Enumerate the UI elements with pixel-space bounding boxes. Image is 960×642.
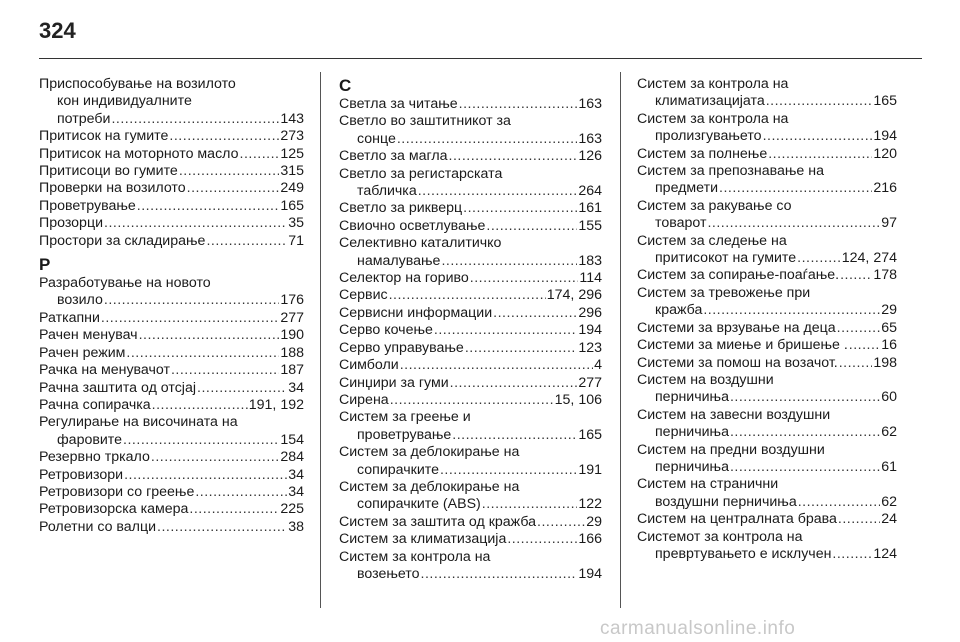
page-reference: 194 xyxy=(578,322,602,339)
entry-text: Селективно каталитичко xyxy=(339,235,502,252)
index-entry xyxy=(339,375,602,392)
page-reference: 187 xyxy=(280,362,304,379)
entry-text: Регулирање на височината на xyxy=(39,414,238,431)
entry-text: табличка xyxy=(357,183,417,200)
dot-leader xyxy=(189,501,279,518)
page-reference: 62 xyxy=(881,493,897,510)
page-reference: 4 xyxy=(594,357,602,374)
page-reference: 264 xyxy=(578,183,602,200)
index-entry xyxy=(39,198,304,215)
entry-text: Систем за заштита од кражба xyxy=(339,513,537,530)
index-entry xyxy=(637,320,897,337)
dot-leader xyxy=(124,467,287,484)
index-entry xyxy=(637,146,897,163)
dot-leader xyxy=(768,146,872,163)
index-entry xyxy=(339,549,602,584)
dot-leader xyxy=(452,427,577,444)
entry-text: Систем на завесни воздушни xyxy=(637,406,831,423)
index-entry xyxy=(39,449,304,466)
entry-text: Раткапни xyxy=(39,309,100,326)
entry-text: Светло за регистарската xyxy=(339,165,503,182)
entry-text: Сирена xyxy=(339,391,389,408)
page-reference: 273 xyxy=(280,128,304,145)
index-entry xyxy=(39,163,304,180)
page-reference: 216 xyxy=(873,180,897,197)
entry-text: Систем на странични xyxy=(637,476,779,493)
dot-leader xyxy=(832,546,872,563)
entry-text: Рачен режим xyxy=(39,344,126,361)
entry-text: Системот за контрола на xyxy=(637,528,803,545)
index-entry xyxy=(637,76,897,111)
entry-text: намалување xyxy=(357,252,441,269)
entry-text: предмети xyxy=(655,180,719,197)
entry-text: Систем на централната брава xyxy=(637,511,837,528)
entry-text: Прозорци xyxy=(39,215,103,232)
entry-text: Системи за врзување на деца xyxy=(637,319,836,336)
entry-text: Свиочно осветлување xyxy=(339,217,486,234)
dot-leader xyxy=(507,531,577,548)
entry-text: Притисок на гумите xyxy=(39,128,169,145)
index-entry xyxy=(39,146,304,163)
page-reference: 71 xyxy=(288,232,304,249)
page-reference: 225 xyxy=(280,501,304,518)
index-entry xyxy=(339,235,602,270)
page-reference: 126 xyxy=(578,148,602,165)
dot-leader xyxy=(763,128,873,145)
page-reference: 165 xyxy=(280,197,304,214)
dot-leader xyxy=(389,287,546,304)
page-reference: 165 xyxy=(873,93,897,110)
entry-text: перничиња xyxy=(655,458,729,475)
index-entry xyxy=(39,76,304,128)
dot-leader xyxy=(137,198,280,215)
page-reference: 163 xyxy=(578,130,602,147)
page-reference: 315 xyxy=(280,163,304,180)
section-letter: С xyxy=(339,76,352,95)
dot-leader xyxy=(440,462,577,479)
entry-text: Синџири за гуми xyxy=(339,374,449,391)
dot-leader xyxy=(390,392,554,409)
entry-text: Систем за контрола на xyxy=(637,76,789,92)
page-reference: 34 xyxy=(288,483,304,500)
dot-leader xyxy=(179,163,280,180)
page-reference: 161 xyxy=(578,200,602,217)
dot-leader xyxy=(152,397,248,414)
dot-leader xyxy=(849,337,880,354)
dot-leader xyxy=(837,320,881,337)
entry-text: Светло во заштитникот за xyxy=(339,113,511,130)
dot-leader xyxy=(187,180,280,197)
page-reference: 15, 106 xyxy=(554,391,602,408)
entry-text: Систем за деблокирање на xyxy=(339,444,520,461)
entry-text: воздушни перничиња xyxy=(655,493,797,510)
entry-text: сонце xyxy=(357,130,396,147)
index-entry xyxy=(637,372,897,407)
dot-leader xyxy=(157,519,287,536)
index-entry xyxy=(339,218,602,235)
page-reference: 120 xyxy=(873,145,897,162)
page-reference: 190 xyxy=(280,327,304,344)
page-reference: 125 xyxy=(280,145,304,162)
index-column-1 xyxy=(39,76,304,536)
page-reference: 34 xyxy=(288,379,304,396)
entry-text: Серво управување xyxy=(339,339,464,356)
index-entry xyxy=(339,287,602,304)
index-entry xyxy=(339,392,602,409)
dot-leader xyxy=(139,327,280,344)
entry-text: Резервно тркало xyxy=(39,449,150,466)
index-entry xyxy=(637,111,897,146)
dot-leader xyxy=(493,305,577,322)
entry-text: Рачка на менувачот xyxy=(39,362,170,379)
entry-text: Систем за контрола на xyxy=(637,110,789,127)
entry-text: Светло за рикверц xyxy=(339,200,463,217)
entry-text: Проверки на возилото xyxy=(39,180,186,197)
dot-leader xyxy=(171,362,279,379)
entry-text: Систем за контрола на xyxy=(339,548,491,565)
page-reference: 155 xyxy=(578,217,602,234)
header-rule xyxy=(39,58,922,59)
entry-text: Сервис xyxy=(339,287,388,304)
dot-leader xyxy=(482,496,578,513)
index-entry xyxy=(339,148,602,165)
entry-text: пролизгувањето xyxy=(655,128,762,145)
index-entry xyxy=(637,267,897,284)
page-reference: 61 xyxy=(881,458,897,475)
page-reference: 38 xyxy=(288,518,304,535)
index-entry xyxy=(39,233,304,250)
page-reference: 123 xyxy=(578,339,602,356)
entry-text: Ретровизорска камера xyxy=(39,501,189,518)
index-entry xyxy=(39,362,304,379)
dot-leader xyxy=(798,494,881,511)
index-entry xyxy=(39,275,304,310)
index-entry xyxy=(39,310,304,327)
entry-text: Рачна заштита од отсјај xyxy=(39,379,197,396)
page-reference: 174, 296 xyxy=(546,287,602,304)
entry-text: Систем за ракување со xyxy=(637,197,792,214)
dot-leader xyxy=(838,511,880,528)
index-entry xyxy=(637,163,897,198)
index-entry xyxy=(637,198,897,233)
page-reference: 29 xyxy=(586,513,602,530)
dot-leader xyxy=(766,93,873,110)
index-entry xyxy=(39,484,304,501)
dot-leader xyxy=(719,180,872,197)
index-entry xyxy=(339,531,602,548)
index-entry xyxy=(39,180,304,197)
entry-text: Систем за деблокирање на xyxy=(339,478,520,495)
entry-text: Разработување на новото xyxy=(39,275,211,292)
index-entry xyxy=(637,285,897,320)
index-entry xyxy=(39,128,304,145)
dot-leader xyxy=(151,449,279,466)
entry-text: перничиња xyxy=(655,389,729,406)
entry-text: потреби xyxy=(57,110,111,127)
index-entry xyxy=(339,514,602,531)
index-entry xyxy=(637,407,897,442)
dot-leader xyxy=(703,302,880,319)
dot-leader xyxy=(470,270,579,287)
page-reference: 176 xyxy=(280,292,304,309)
page-reference: 178 xyxy=(873,267,897,284)
watermark: carmanualsonline.info xyxy=(600,618,796,639)
page-reference: 191 xyxy=(578,461,602,478)
page-reference: 284 xyxy=(280,449,304,466)
section-letter: Р xyxy=(39,255,51,275)
dot-leader xyxy=(197,380,287,397)
entry-text: товарот xyxy=(655,215,707,232)
index-entry xyxy=(637,511,897,528)
entry-text: фаровите xyxy=(57,431,123,448)
page-reference: 194 xyxy=(873,128,897,145)
entry-text: Систем за препознавање на xyxy=(637,163,824,180)
index-entry xyxy=(339,200,602,217)
entry-text: климатизацијата xyxy=(655,93,765,110)
dot-leader xyxy=(240,146,280,163)
page-reference: 183 xyxy=(578,252,602,269)
entry-text: кражба xyxy=(655,302,703,319)
dot-leader xyxy=(434,322,577,339)
dot-leader xyxy=(111,111,279,128)
page-reference: 143 xyxy=(280,110,304,127)
entry-text: Систем за сопирање-поаѓање. xyxy=(637,267,840,284)
page-reference: 24 xyxy=(881,511,897,528)
dot-leader xyxy=(537,514,585,531)
entry-text: Систем за следење на xyxy=(637,232,787,249)
page-number: 324 xyxy=(39,18,76,43)
page-reference: 163 xyxy=(578,96,602,112)
index-entry xyxy=(39,501,304,518)
page-reference: 165 xyxy=(578,426,602,443)
index-entry xyxy=(339,357,602,374)
entry-text: превртувањето е исклучен xyxy=(655,545,832,562)
entry-text: Систем за полнење xyxy=(637,145,768,162)
page-reference: 16 xyxy=(881,337,897,354)
index-entry xyxy=(39,397,304,414)
page-reference: 62 xyxy=(881,424,897,441)
entry-text: перничиња xyxy=(655,424,729,441)
index-entry xyxy=(637,476,897,511)
entry-text: проветрување xyxy=(357,426,452,443)
dot-leader xyxy=(101,310,279,327)
column-separator xyxy=(320,72,321,608)
index-entry xyxy=(637,355,897,372)
page-reference: 166 xyxy=(578,531,602,548)
entry-text: Рачна сопирачка xyxy=(39,396,151,413)
index-entry xyxy=(637,529,897,564)
entry-text: сопирачките (ABS) xyxy=(357,496,481,513)
index-entry xyxy=(637,233,897,268)
index-entry xyxy=(339,444,602,479)
page-reference: 124 xyxy=(873,545,897,562)
page-reference: 97 xyxy=(881,215,897,232)
index-entry xyxy=(339,270,602,287)
page-reference: 114 xyxy=(579,270,602,287)
entry-text: Системи за помош на возачот. xyxy=(637,354,838,371)
entry-text: Систем за тревожење при xyxy=(637,284,811,301)
entry-text: притисокот на гумите xyxy=(655,250,797,267)
page-reference: 198 xyxy=(873,354,897,371)
page-reference: 249 xyxy=(280,180,304,197)
page-reference: 35 xyxy=(288,215,304,232)
dot-leader xyxy=(104,215,287,232)
index-entry xyxy=(339,113,602,148)
entry-text: Ретровизори xyxy=(39,466,124,483)
dot-leader xyxy=(421,566,578,583)
entry-text: Ролетни со валци xyxy=(39,518,156,535)
dot-leader xyxy=(400,357,593,374)
entry-text: Систем на воздушни xyxy=(637,371,774,388)
index-entry xyxy=(339,340,602,357)
entry-text: Систем за греење и xyxy=(339,409,471,426)
dot-leader xyxy=(104,292,279,309)
entry-text: Симболи xyxy=(339,357,399,374)
page-reference: 191, 192 xyxy=(248,396,304,413)
entry-text: Светло за магла xyxy=(339,148,448,165)
dot-leader xyxy=(441,253,577,270)
dot-leader xyxy=(730,389,880,406)
index-entry xyxy=(39,519,304,536)
dot-leader xyxy=(450,375,578,392)
dot-leader xyxy=(169,128,279,145)
dot-leader xyxy=(463,200,577,217)
page-reference: 277 xyxy=(280,309,304,326)
entry-text: Притисок на моторното масло xyxy=(39,145,239,162)
entry-text: возењето xyxy=(357,565,420,582)
dot-leader xyxy=(730,459,880,476)
page-reference: 296 xyxy=(578,304,602,321)
entry-text: Притисоци во гумите xyxy=(39,163,178,180)
entry-text: Систем за климатизација xyxy=(339,531,507,548)
index-entry xyxy=(339,166,602,201)
dot-leader xyxy=(839,355,873,372)
entry-text: кон индивидуалните xyxy=(57,93,192,110)
page-reference: 188 xyxy=(280,344,304,361)
dot-leader xyxy=(195,484,287,501)
page-reference: 60 xyxy=(881,389,897,406)
index-entry xyxy=(637,442,897,477)
index-entry xyxy=(39,345,304,362)
entry-text: Сервисни информации xyxy=(339,304,493,321)
page-reference: 34 xyxy=(288,466,304,483)
dot-leader xyxy=(418,183,578,200)
page-reference: 65 xyxy=(881,319,897,336)
entry-text: возило xyxy=(57,292,103,309)
dot-leader xyxy=(797,250,841,267)
index-entry xyxy=(637,337,897,354)
entry-text: Ретровизори со греење xyxy=(39,483,195,500)
entry-text: Селектор на гориво xyxy=(339,270,469,287)
dot-leader xyxy=(206,233,287,250)
index-column-3 xyxy=(637,76,897,563)
page-reference: 122 xyxy=(578,496,602,513)
index-entry xyxy=(339,305,602,322)
dot-leader xyxy=(465,340,578,357)
page-reference: 194 xyxy=(578,565,602,582)
page-reference: 277 xyxy=(578,374,602,391)
dot-leader xyxy=(126,345,279,362)
page-reference: 29 xyxy=(881,302,897,319)
dot-leader xyxy=(730,424,880,441)
index-entry xyxy=(39,380,304,397)
page-reference: 154 xyxy=(280,431,304,448)
entry-text: Серво кочење xyxy=(339,322,433,339)
index-entry xyxy=(39,467,304,484)
dot-leader xyxy=(449,148,578,165)
column-separator xyxy=(620,72,621,608)
entry-text: Рачен менувач xyxy=(39,327,138,344)
dot-leader xyxy=(459,96,578,113)
entry-text: Простори за складирање xyxy=(39,232,206,249)
index-entry xyxy=(39,414,304,449)
entry-text: Системи за миење и бришење . xyxy=(637,337,848,354)
entry-text: сопирачките xyxy=(357,461,439,478)
index-entry xyxy=(39,327,304,344)
dot-leader xyxy=(486,218,577,235)
index-entry xyxy=(339,322,602,339)
dot-leader xyxy=(397,131,577,148)
dot-leader xyxy=(840,267,872,284)
dot-leader xyxy=(707,215,880,232)
index-entry xyxy=(339,409,602,444)
index-entry xyxy=(339,96,602,113)
index-entry xyxy=(39,215,304,232)
dot-leader xyxy=(123,432,279,449)
entry-text: Проветрување xyxy=(39,197,136,214)
index-column-2 xyxy=(339,76,602,583)
entry-text: Светла за читање xyxy=(339,96,458,112)
index-entry xyxy=(339,479,602,514)
entry-text: Систем на предни воздушни xyxy=(637,441,825,458)
entry-text: Приспособување на возилото xyxy=(39,76,236,92)
page-reference: 124, 274 xyxy=(841,250,897,267)
